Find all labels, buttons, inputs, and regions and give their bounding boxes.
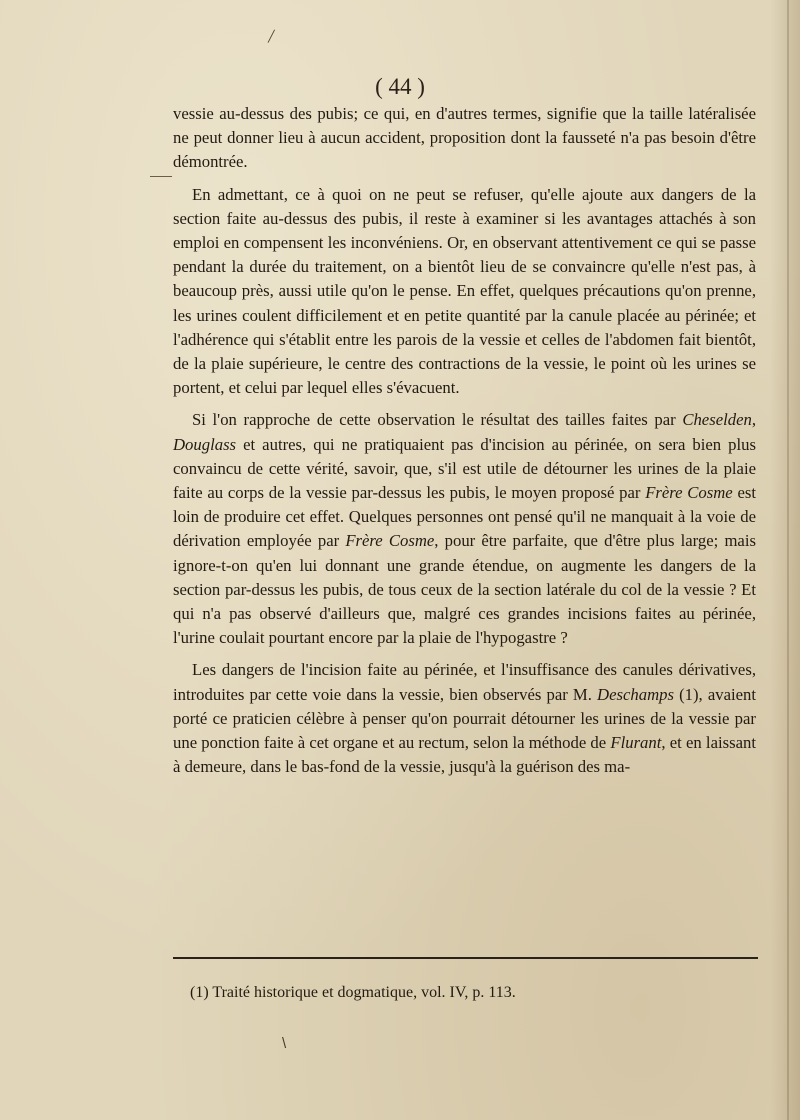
paragraph xyxy=(173,408,756,650)
text-run: est loin de produire cet effet. Quelques personnes ont pensé qu'il ne manquait à la voie de dérivation employée par xyxy=(173,483,756,551)
text-run: vessie au-dessus des pubis; ce qui, en d'autres termes, signifie que la taille latéralisée ne peut donner lieu à aucun accident, proposition dont la fausseté n'a pas besoin d'être démontrée. xyxy=(173,104,756,172)
text-run: , pour être parfaite, que d'être plus large; mais ignore-t-on qu'en lui donnant une grande étendue, on augmente les dangers de la section par-dessus les pubis, de tous ceux de la section latérale du col de la vessie ? Et qui n'a pas observé d'ailleurs que, malgré ces grandes incisions faites au périnée, l'urine coulait pourtant encore par la plaie de l'hypogastre ? xyxy=(173,531,756,648)
text-run: , xyxy=(751,410,756,430)
paragraph xyxy=(173,183,756,401)
italic-name: Deschamps xyxy=(597,684,674,704)
text-run: Si l'on rapproche de cette observation le résultat des tailles faites par xyxy=(192,410,683,430)
footnote-rule xyxy=(173,957,758,959)
body-text xyxy=(173,102,756,779)
paragraph xyxy=(173,102,756,175)
text-run: , et en laissant à demeure, dans le bas-fond de la vessie, jusqu'à la guérison des ma- xyxy=(173,733,756,777)
paragraph xyxy=(173,658,756,779)
margin-pencil-mark xyxy=(150,176,172,177)
italic-name: Frère Cosme xyxy=(645,483,733,503)
italic-name: Cheselden xyxy=(682,410,752,430)
stray-pen-mark: ╱ xyxy=(268,31,275,43)
italic-name: Flurant xyxy=(610,733,662,753)
italic-name: Frère Cosme xyxy=(345,531,435,551)
footnote: (1) Traité historique et dogmatique, vol. IV, p. 113. xyxy=(190,984,516,1001)
text-run: Les dangers de l'incision faite au périnée, et l'insuffisance des canules dérivatives, introduites par cette voie dans la vessie, bien observés par M. xyxy=(173,660,756,704)
italic-name: Douglass xyxy=(173,434,237,454)
page-fold-shadow xyxy=(787,0,789,1120)
text-run: (1), avaient porté ce praticien célèbre à penser qu'on pourrait détourner les urines de la vessie par une ponction faite à cet organe et au rectum, selon la méthode de xyxy=(173,684,756,753)
text-run: En admettant, ce à quoi on ne peut se refuser, qu'elle ajoute aux dangers de la section faite au-dessus des pubis, il reste à examiner si les avantages attachés à son emploi en compensent les inconvéniens. Or, en observant attentivement ce qui se passe pendant la durée du traitement, on a bientôt lieu de se convaincre qu'elle n'est pas, à beaucoup près, aussi utile qu'on le pense. En effet, quelques précautions qu'on prenne, les urines coulent difficilement et en petite quantité par la canule placée au périnée; et l'adhérence qui s'établit entre les parois de la vessie et celles de l'abdomen fait bientôt, de la plaie supérieure, le centre des contractions de la vessie, le point où les urines se portent, et celui par lequel elles s'évacuent. xyxy=(173,184,756,398)
stray-pen-mark: \ xyxy=(282,1035,287,1052)
text-run: et autres, qui ne pratiquaient pas d'incision au périnée, on sera bien plus convaincu de cette vérité, savoir, que, s'il est utile de détourner les urines de la plaie faite au corps de la vessie par-dessus les pubis, le moyen proposé par xyxy=(173,434,756,503)
page-number: ( 44 ) xyxy=(375,74,425,99)
